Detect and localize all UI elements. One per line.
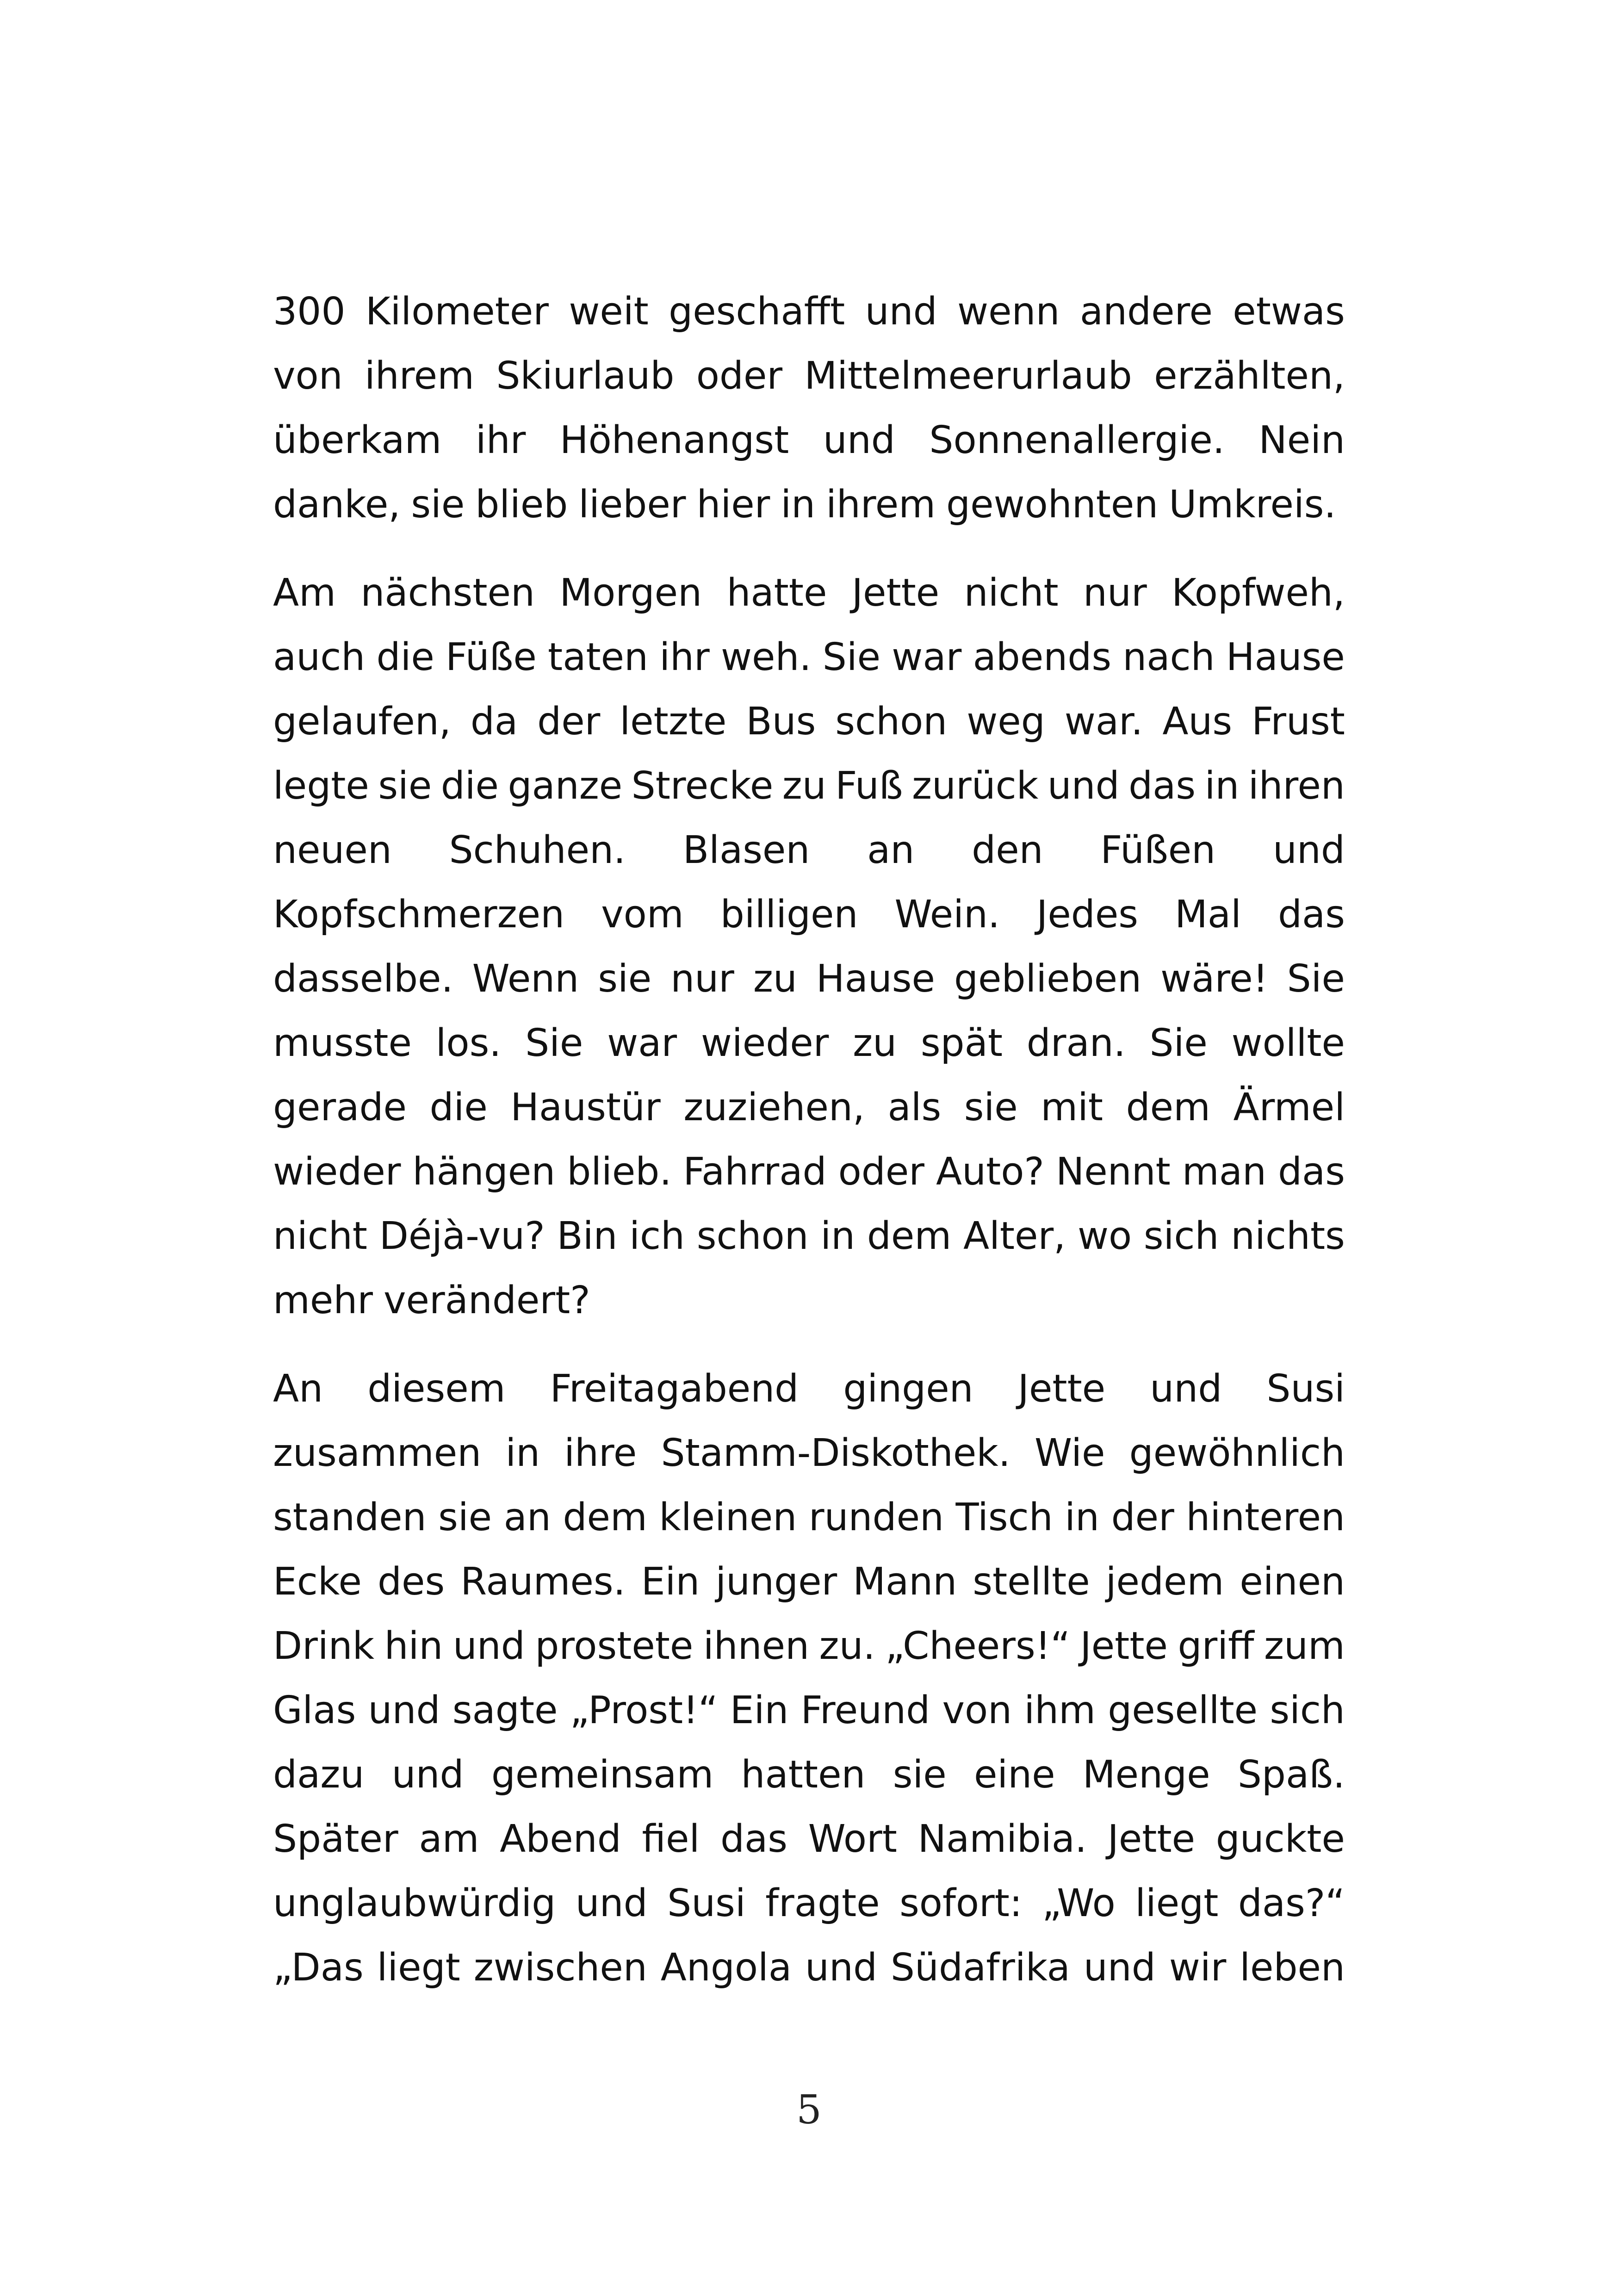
word: auch [273, 635, 366, 679]
word: hatte [726, 571, 827, 615]
word: die [429, 1086, 488, 1129]
word: gemeinsam [491, 1753, 714, 1797]
word: ihren [1248, 764, 1345, 808]
word: überkam [273, 418, 442, 462]
text-line [273, 1204, 1345, 1268]
word: als [887, 1086, 942, 1129]
text-line [273, 882, 1345, 947]
word: runden [808, 1496, 944, 1539]
word: griff [1178, 1624, 1254, 1668]
word: Freitagabend [550, 1367, 799, 1411]
word: gingen [843, 1367, 973, 1411]
word: schon [835, 700, 948, 744]
word: Kilometer [365, 290, 549, 334]
word: an [503, 1496, 551, 1539]
word: nur [1083, 571, 1147, 615]
text-line [273, 472, 1345, 537]
text-line [273, 1485, 1345, 1550]
paragraph [273, 561, 1345, 1333]
word: und [575, 1881, 648, 1925]
word: und [1272, 828, 1345, 872]
word: los. [435, 1021, 502, 1065]
word: nächsten [360, 571, 535, 615]
word: in [1065, 1496, 1099, 1539]
word: Blasen [682, 828, 810, 872]
text-line [273, 1421, 1345, 1485]
word: Höhenangst [559, 418, 789, 462]
word: ihre [564, 1431, 637, 1475]
word: wieder [273, 1150, 401, 1194]
word: etwas [1233, 290, 1345, 334]
word: liegt [1135, 1881, 1219, 1925]
word: Aus [1162, 700, 1233, 744]
word: von [942, 1688, 1012, 1732]
word: billigen [720, 893, 858, 937]
word: und [391, 1753, 464, 1797]
text-line [273, 1871, 1345, 1936]
paragraph [273, 279, 1345, 537]
word: wir [1169, 1946, 1227, 1990]
word: Namibia. [917, 1817, 1087, 1861]
word: an [867, 828, 915, 872]
word: Mann [853, 1560, 957, 1604]
word: andere [1079, 290, 1213, 334]
word: Glas [273, 1688, 356, 1732]
word: der [1111, 1496, 1174, 1539]
word: zu [853, 1021, 897, 1065]
word: den [972, 828, 1043, 872]
word: ihm [1024, 1688, 1096, 1732]
word: hängen [412, 1150, 556, 1194]
word: mit [1041, 1086, 1103, 1129]
word: und [1150, 1367, 1222, 1411]
word: Morgen [559, 571, 702, 615]
word: musste [273, 1021, 412, 1065]
word: sagte [452, 1688, 558, 1732]
word: Jette [851, 571, 940, 615]
word: stellte [973, 1560, 1090, 1604]
text-line [273, 279, 1345, 344]
word: sie [964, 1086, 1018, 1129]
word: in [781, 483, 816, 527]
word: junger [715, 1560, 837, 1604]
word: Kopfschmerzen [273, 893, 565, 937]
word: Sie [1287, 957, 1345, 1001]
word: oder [696, 354, 783, 398]
page-number: 5 [796, 2087, 822, 2133]
word: Sonnenallergie. [929, 418, 1225, 462]
word: sofort: [899, 1881, 1023, 1925]
word: fragte [765, 1881, 880, 1925]
word: man [1182, 1150, 1266, 1194]
word: gelaufen, [273, 700, 451, 744]
word: sie [598, 957, 652, 1001]
word: „Das [273, 1946, 364, 1990]
word: zu. [819, 1624, 875, 1668]
word: geblieben [954, 957, 1142, 1001]
word: und [805, 1946, 877, 1990]
word: Skiurlaub [496, 354, 675, 398]
word: Spaß. [1237, 1753, 1345, 1797]
word: nicht [964, 571, 1059, 615]
word: Füßen [1100, 828, 1216, 872]
word: ihr [659, 635, 710, 679]
word: die [440, 764, 499, 808]
word: danke, [273, 483, 401, 527]
word: Jette [1080, 1624, 1168, 1668]
word: letzte [620, 700, 727, 744]
word: eine [973, 1753, 1055, 1797]
word: standen [273, 1496, 427, 1539]
word: Schuhen. [449, 828, 626, 872]
word: Nennt [1055, 1150, 1171, 1194]
word: gewöhnlich [1129, 1431, 1345, 1475]
text-line [273, 1075, 1345, 1140]
word: Sie [525, 1021, 583, 1065]
word: lieber [578, 483, 686, 527]
word: Umkreis. [1169, 483, 1336, 527]
word: Fuß [835, 764, 903, 808]
word: war. [1064, 700, 1143, 744]
body-text [273, 279, 1345, 2024]
word: Frust [1252, 700, 1345, 744]
word: „Cheers!“ [885, 1624, 1071, 1668]
word: Nein [1258, 418, 1345, 462]
word: zu [782, 764, 826, 808]
word: die [376, 635, 434, 679]
word: das [1128, 764, 1196, 808]
word: Ärmel [1233, 1086, 1345, 1129]
word: dem [563, 1496, 647, 1539]
word: An [273, 1367, 323, 1411]
word: Jette [1017, 1367, 1106, 1411]
word: wollte [1231, 1021, 1345, 1065]
word: in [1204, 764, 1240, 808]
word: Susi [667, 1881, 746, 1925]
word: Sie [822, 635, 881, 679]
text-line [273, 818, 1345, 882]
word: Bin [557, 1214, 618, 1258]
word: blieb [475, 483, 568, 527]
word: Freund [800, 1688, 930, 1732]
word: Raumes. [460, 1560, 626, 1604]
word: Menge [1082, 1753, 1210, 1797]
word: spät [920, 1021, 1003, 1065]
word: und [823, 418, 895, 462]
word: dem [1126, 1086, 1210, 1129]
word: weh. [720, 635, 812, 679]
word: Wie [1034, 1431, 1105, 1475]
word: jedem [1105, 1560, 1224, 1604]
word: und [1047, 764, 1120, 808]
word: der [537, 700, 601, 744]
word: Jette [1107, 1817, 1196, 1861]
word: schon [696, 1214, 809, 1258]
word: diesem [367, 1367, 506, 1411]
word: und [865, 290, 937, 334]
word: in [820, 1214, 855, 1258]
word: hin [384, 1624, 443, 1668]
word: Susi [1266, 1367, 1345, 1411]
word: prostete [535, 1624, 694, 1668]
text-line [273, 1550, 1345, 1614]
word: da [470, 700, 518, 744]
word: „Prost!“ [570, 1688, 718, 1732]
word: von [273, 354, 343, 398]
word: geschafft [669, 290, 845, 334]
word: einen [1240, 1560, 1345, 1604]
text-line [273, 1678, 1345, 1743]
word: ihr [475, 418, 526, 462]
text-line [273, 754, 1345, 818]
word: wenn [957, 290, 1060, 334]
word: Wein. [894, 893, 1000, 937]
word: in [505, 1431, 540, 1475]
word: erzählten, [1154, 354, 1345, 398]
word: Südafrika [890, 1946, 1070, 1990]
word: Jedes [1036, 893, 1139, 937]
word: oder [838, 1150, 924, 1194]
word: und [453, 1624, 525, 1668]
word: zurück [911, 764, 1039, 808]
text-line [273, 1743, 1345, 1807]
word: Hause [816, 957, 935, 1001]
word: ihrem [365, 354, 475, 398]
word: ihrem [826, 483, 936, 527]
word: dem [867, 1214, 952, 1258]
word: kleinen [659, 1496, 797, 1539]
word: Kopfweh, [1172, 571, 1345, 615]
word: leben [1240, 1946, 1345, 1990]
word: sie [378, 764, 432, 808]
word: 300 [273, 290, 346, 334]
word: Auto? [936, 1150, 1044, 1194]
word: Strecke [631, 764, 774, 808]
word: Sie [1149, 1021, 1208, 1065]
text-line [273, 625, 1345, 689]
word: und [1083, 1946, 1156, 1990]
text-line [273, 408, 1345, 472]
word: Drink [273, 1624, 375, 1668]
word: Mittelmeerurlaub [804, 354, 1132, 398]
word: Wenn [472, 957, 579, 1001]
word: sie [438, 1496, 492, 1539]
word: ihnen [703, 1624, 810, 1668]
word: gerade [273, 1086, 407, 1129]
word: sie [893, 1753, 947, 1797]
word: taten [548, 635, 649, 679]
word: Tisch [955, 1496, 1053, 1539]
word: zu [753, 957, 797, 1001]
word: ganze [508, 764, 623, 808]
word: Haustür [510, 1086, 661, 1129]
word: das [1277, 1150, 1345, 1194]
word: dasselbe. [273, 957, 453, 1001]
word: hinteren [1186, 1496, 1345, 1539]
word: Alter, [963, 1214, 1066, 1258]
word: nur [670, 957, 734, 1001]
text-line [273, 947, 1345, 1011]
text-line [273, 1140, 1345, 1204]
word: wieder [701, 1021, 829, 1065]
word: weg [967, 700, 1045, 744]
word: sie [411, 483, 465, 527]
word: „Wo [1041, 1881, 1116, 1925]
word: am [419, 1817, 479, 1861]
word: sich [1270, 1688, 1345, 1732]
word: das?“ [1238, 1881, 1345, 1925]
word: hier [696, 483, 770, 527]
word: nach [1122, 635, 1215, 679]
word: weit [569, 290, 649, 334]
text-line [273, 1011, 1345, 1075]
text-line [273, 561, 1345, 625]
word: Mal [1175, 893, 1241, 937]
word: hatten [741, 1753, 866, 1797]
word: Ein [730, 1688, 789, 1732]
word: vom [601, 893, 684, 937]
word: Ein [641, 1560, 700, 1604]
word: fiel [642, 1817, 700, 1861]
paragraph [273, 1357, 1345, 2000]
word: Später [273, 1817, 398, 1861]
text-line [273, 1357, 1345, 1421]
word: des [377, 1560, 445, 1604]
word: Abend [500, 1817, 621, 1861]
word: zusammen [273, 1431, 482, 1475]
word: guckte [1215, 1817, 1345, 1861]
word: sich [1143, 1214, 1219, 1258]
word: mehr [273, 1278, 373, 1322]
word: Fahrrad [683, 1150, 827, 1194]
text-line [273, 689, 1345, 754]
word: Am [273, 571, 336, 615]
word: wäre! [1160, 957, 1268, 1001]
word: Déjà-vu? [379, 1214, 545, 1258]
word: abends [973, 635, 1112, 679]
word: dran. [1026, 1021, 1126, 1065]
word: zuziehen, [683, 1086, 865, 1129]
word: gesellte [1108, 1688, 1258, 1732]
word: war [892, 635, 962, 679]
word: zum [1264, 1624, 1345, 1668]
word: das [1277, 893, 1345, 937]
text-line [273, 1936, 1345, 2000]
word: Füße [446, 635, 537, 679]
word: legte [273, 764, 369, 808]
word: Angola [660, 1946, 792, 1990]
word: Bus [746, 700, 816, 744]
word: blieb. [567, 1150, 672, 1194]
word: verändert? [383, 1278, 590, 1322]
word: ich [629, 1214, 685, 1258]
text-line [273, 1614, 1345, 1678]
word: wo [1077, 1214, 1132, 1258]
word: und [368, 1688, 440, 1732]
word: Ecke [273, 1560, 362, 1604]
word: liegt [377, 1946, 460, 1990]
word: Hause [1226, 635, 1345, 679]
word: nichts [1231, 1214, 1345, 1258]
word: Stamm-Diskothek. [661, 1431, 1010, 1475]
word: gewohnten [946, 483, 1159, 527]
word: nicht [273, 1214, 367, 1258]
word: war [607, 1021, 677, 1065]
text-line [273, 1807, 1345, 1871]
text-line [273, 1268, 1345, 1333]
word: Wort [808, 1817, 897, 1861]
word: dazu [273, 1753, 365, 1797]
word: das [720, 1817, 787, 1861]
word: unglaubwürdig [273, 1881, 556, 1925]
text-line [273, 344, 1345, 408]
word: neuen [273, 828, 392, 872]
word: zwischen [473, 1946, 647, 1990]
